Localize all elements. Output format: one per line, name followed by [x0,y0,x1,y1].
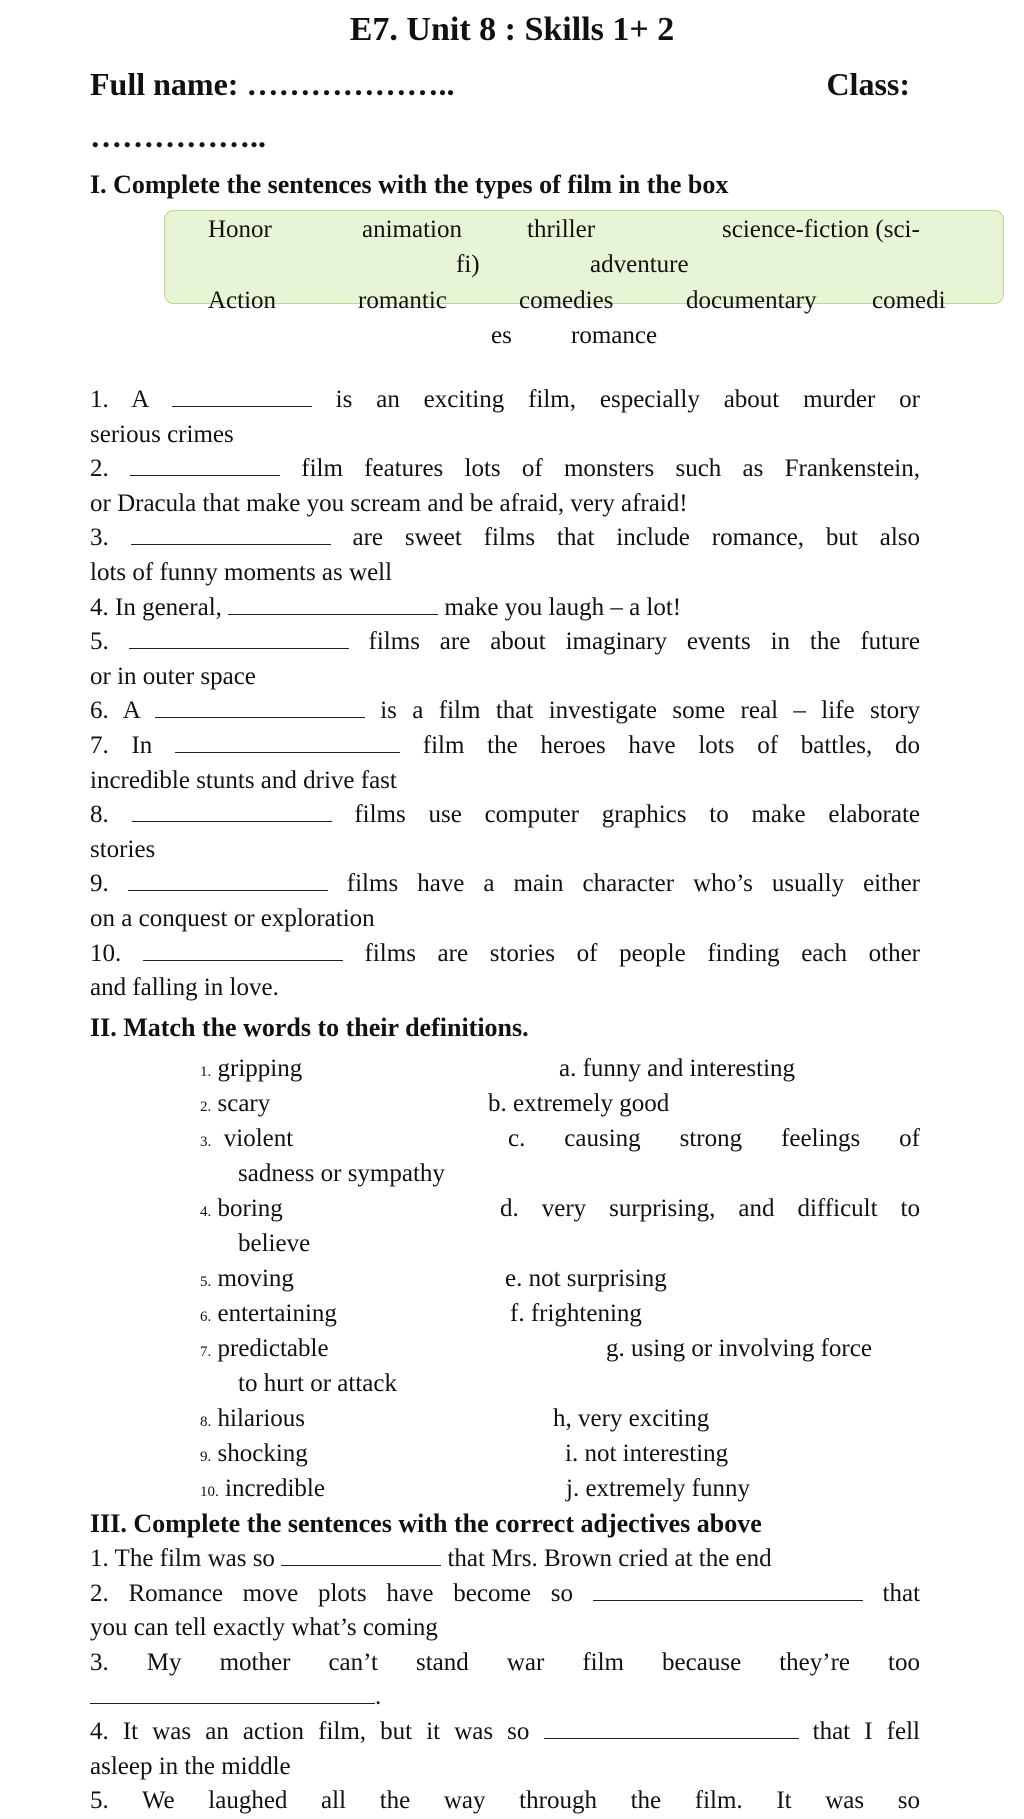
word-science-fiction: science-fiction (sci- [722,216,920,243]
match-word-text-6: entertaining [217,1300,337,1327]
s1-q1-cont: serious crimes [90,420,234,448]
s1-q5-text: films are about imaginary events in the future [368,628,921,656]
s3-q3-cont [90,1680,920,1715]
word-fi: fi) [456,251,480,278]
s1-q5-blank[interactable] [129,626,349,649]
match-def-a: a. funny and interesting [559,1055,796,1082]
word-action: Action [208,287,277,314]
s1-q6-line [90,694,920,729]
s3-q2-cont: you can tell exactly what’s coming [90,1614,438,1642]
match-num-6: 6. [200,1309,212,1325]
s3-q4-line [90,1715,920,1750]
s1-q4-blank[interactable] [228,592,438,615]
match-word-7-cont: to hurt or attack [238,1370,397,1397]
section-2-title: II. Match the words to their definitions. [90,1013,529,1042]
match-word-text-9: shocking [217,1440,308,1467]
word-animation: animation [362,216,462,243]
s3-q2-blank[interactable] [593,1578,863,1601]
word-romance: romance [571,322,658,349]
s1-q1-blank[interactable] [172,384,312,407]
match-num-3: 3. [200,1134,212,1150]
s3-q5-line: 5. We laughed all the way through the film. It was so [90,1787,920,1815]
s1-q9-blank[interactable] [128,868,328,891]
section-1-title: I. Complete the sentences with the types of film in the box [90,170,729,199]
s3-q1-blank[interactable] [281,1543,441,1566]
s1-q8-text: films use computer graphics to make elaborate [354,801,920,829]
match-num-7: 7. [200,1344,212,1360]
s1-q3-cont: lots of funny moments as well [90,558,393,586]
s1-q7-blank[interactable] [175,730,400,753]
s1-q9-start: 9. [90,870,109,898]
s3-q3-blank[interactable] [90,1681,375,1704]
word-es: es [491,322,512,349]
match-word-1 [200,1052,302,1087]
word-adventure: adventure [590,251,689,278]
class-label: Class: [826,66,910,102]
s3-q4-text: that I fell [812,1717,920,1745]
s1-q2-start: 2. [90,455,109,483]
s3-q4-blank[interactable] [544,1716,799,1739]
s1-q2-text: film features lots of monsters such as Frankenstein, [301,455,920,483]
match-word-5 [200,1262,294,1297]
s1-q3-line [90,521,920,556]
s1-q10-text: films are stories of people finding each other [364,939,920,967]
s1-q2-line [90,452,920,487]
word-honor: Honor [208,216,272,243]
s1-q3-blank[interactable] [131,522,331,545]
s1-q8-cont: stories [90,835,156,863]
match-word-9 [200,1437,308,1472]
match-def-f: f. frightening [510,1300,642,1327]
s1-q6-start: 6. A [90,697,140,725]
s1-q2-cont: or Dracula that make you scream and be afraid, very afraid! [90,489,688,517]
s3-q1-start: 1. The film was so [90,1545,275,1572]
match-num-9: 9. [200,1449,212,1465]
page-title: E7. Unit 8 : Skills 1+ 2 [349,11,675,48]
s1-q4-line [90,591,920,626]
match-def-b: b. extremely good [488,1090,670,1117]
s1-q7-line [90,729,920,764]
word-romantic: romantic [358,287,447,314]
s1-q3-text: are sweet films that include romance, but also [352,524,921,552]
match-num-2: 2. [200,1099,212,1115]
match-word-text-4: boring [217,1195,283,1222]
s3-q2-line [90,1577,920,1612]
match-word-6 [200,1297,337,1332]
s3-q4-start: 4. It was an action film, but it was so [90,1717,530,1745]
match-word-4 [200,1192,283,1227]
class-dots: …………….. [90,118,266,154]
match-word-10 [200,1472,325,1507]
s1-q8-start: 8. [90,801,109,829]
s3-q2-text: that [882,1579,921,1607]
match-word-text-7: predictable [217,1335,329,1362]
match-word-7 [200,1332,329,1367]
match-def-h: h, very exciting [553,1405,710,1432]
s1-q10-start: 10. [90,939,122,967]
match-word-4-cont: believe [238,1230,311,1257]
section-3-sentences [90,1542,920,1819]
word-comedi: comedi [872,287,946,314]
s3-q1-text: that Mrs. Brown cried at the end [447,1545,772,1572]
match-word-text-5: moving [217,1265,294,1292]
s1-q7-text: film the heroes have lots of battles, do [422,731,920,759]
s1-q5-line [90,625,920,660]
s1-q6-text: is a film that investigate some real – life story [380,697,920,725]
s1-q3-start: 3. [90,524,109,552]
s1-q8-line [90,798,920,833]
section-1-sentences [90,383,920,1006]
match-def-d: d. very surprising, and difficult to [500,1195,920,1222]
match-word-text-3: violent [223,1125,294,1152]
s1-q4-text: make you laugh – a lot! [444,593,682,621]
s1-q7-start: 7. In [90,731,153,759]
match-word-8 [200,1402,305,1437]
s1-q8-blank[interactable] [132,799,332,822]
match-def-j: j. extremely funny [566,1475,750,1502]
s1-q1-line [90,383,920,418]
s1-q10-line [90,937,920,972]
match-word-text-1: gripping [217,1055,303,1082]
match-num-10: 10. [200,1484,219,1500]
s1-q10-cont: and falling in love. [90,974,279,1002]
s1-q7-cont: incredible stunts and drive fast [90,766,397,794]
match-word-text-2: scary [217,1090,271,1117]
match-def-e: e. not surprising [505,1265,667,1292]
match-word-3 [200,1122,293,1157]
match-num-5: 5. [200,1274,212,1290]
match-num-8: 8. [200,1414,212,1430]
match-def-i: i. not interesting [565,1440,729,1467]
match-word-3-cont: sadness or sympathy [238,1160,445,1187]
name-class-row [90,64,910,104]
s1-q5-start: 5. [90,628,109,656]
s1-q6-blank[interactable] [155,695,365,718]
section-3-title: III. Complete the sentences with the correct adjectives above [90,1509,762,1538]
s1-q4-start: 4. In general, [90,593,222,621]
s3-q3-end: . [375,1683,382,1711]
s3-q1-line [90,1542,920,1577]
s1-q1-start: 1. A [90,386,148,413]
word-thriller: thriller [527,216,596,243]
word-comedies: comedies [519,287,614,314]
s1-q1-text: is an exciting film, especially about murder or [335,386,920,413]
s3-q2-start: 2. Romance move plots have become so [90,1579,573,1607]
s3-q4-cont: asleep in the middle [90,1752,291,1780]
word-documentary: documentary [686,287,817,314]
s1-q2-blank[interactable] [130,453,280,476]
s3-q3-line: 3. My mother can’t stand war film because they’re too [90,1648,920,1676]
match-def-c: c. causing strong feelings of [508,1125,920,1152]
s1-q5-cont: or in outer space [90,662,256,690]
s1-q9-cont: on a conquest or exploration [90,904,375,932]
full-name-label: Full name: ……………….. [90,66,455,102]
match-word-text-10: incredible [225,1475,325,1502]
match-word-text-8: hilarious [217,1405,305,1432]
match-def-g: g. using or involving force [606,1335,872,1362]
s1-q9-text: films have a main character who’s usually either [346,870,920,898]
match-num-1: 1. [200,1064,212,1080]
match-word-2 [200,1087,270,1122]
s1-q9-line [90,867,920,902]
s1-q10-blank[interactable] [143,938,343,961]
match-num-4: 4. [200,1204,212,1220]
